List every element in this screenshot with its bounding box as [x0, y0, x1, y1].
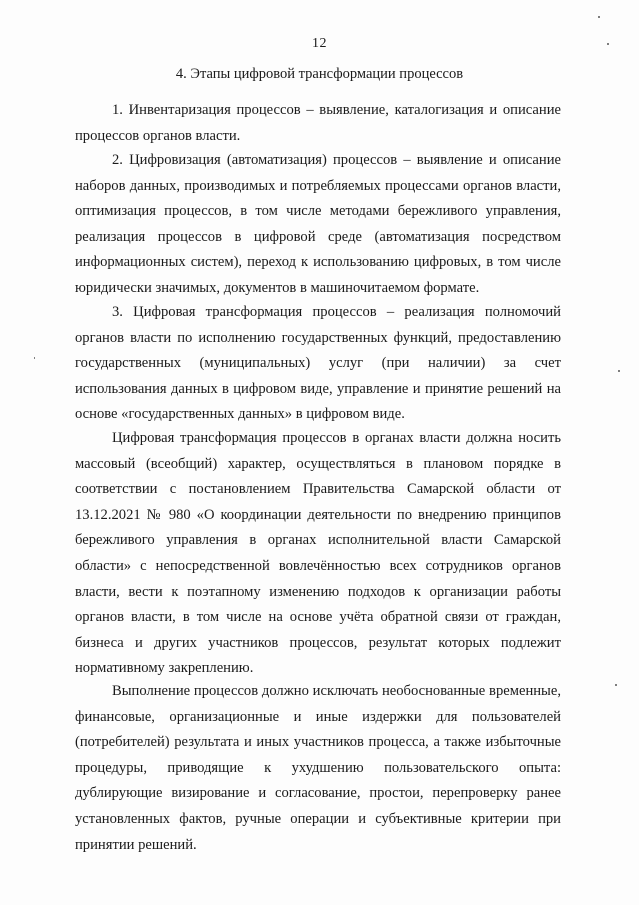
scan-speck — [607, 43, 609, 45]
paragraph-exclusions: Выполнение процессов должно исключать необоснованные временные, финансовые, организационные и иные издержки для пользователей (потребителей) результата и иных участников процесса, а также избыточные процедуры, приводящие к ухудшению пользовательского опыта: дублирующие визирование и согласование, простои, перепроверку ранее установленных фактов, ручные операции и субъективные критерии при принятии решений. — [75, 683, 561, 853]
paragraph-digitization: 2. Цифровизация (автоматизация) процессов – выявление и описание наборов данных, производимых и потребляемых процессами органов власти, оптимизация процессов, в том числе методами бережливого управления, реализация процессов в цифровой среде (автоматизация посредством информационных систем), переход к использованию цифровых, в том числе юридически значимых, документов в машиночитаемом формате. — [75, 152, 561, 296]
scan-speck — [598, 16, 600, 18]
scan-speck — [618, 370, 620, 372]
paragraph-inventory: 1. Инвентаризация процессов – выявление, каталогизация и описание процессов органов власти. — [75, 102, 561, 144]
paragraph-mass-character: Цифровая трансформация процессов в органах власти должна носить массовый (всеобщий) характер, осуществляться в плановом порядке в соответствии с постановлением Правительства Самарской области от 13.12.2021 № 980 «О координации деятельности по внедрению принципов бережливого управления в органах исполнительной власти Самарской области» с непосредственной вовлечённостью всех сотрудников органов власти, вести к поэтапному изменению подходов к организации работы органов власти, в том числе на основе учёта обратной связи от граждан, бизнеса и других участников процессов, результат которых подлежит нормативному закреплению. — [75, 430, 561, 677]
scan-speck — [615, 684, 617, 686]
scan-speck — [34, 357, 35, 359]
section-heading: 4. Этапы цифровой трансформации процессов — [175, 66, 464, 82]
page-number: 12 — [312, 36, 327, 51]
paragraph-transformation: 3. Цифровая трансформация процессов – реализация полномочий органов власти по исполнению государственных функций, предоставлению государственных (муниципальных) услуг (при наличии) за счет использования данных в цифровом виде, управление и принятие решений на основе «государственных данных» в цифровом виде. — [75, 304, 561, 423]
